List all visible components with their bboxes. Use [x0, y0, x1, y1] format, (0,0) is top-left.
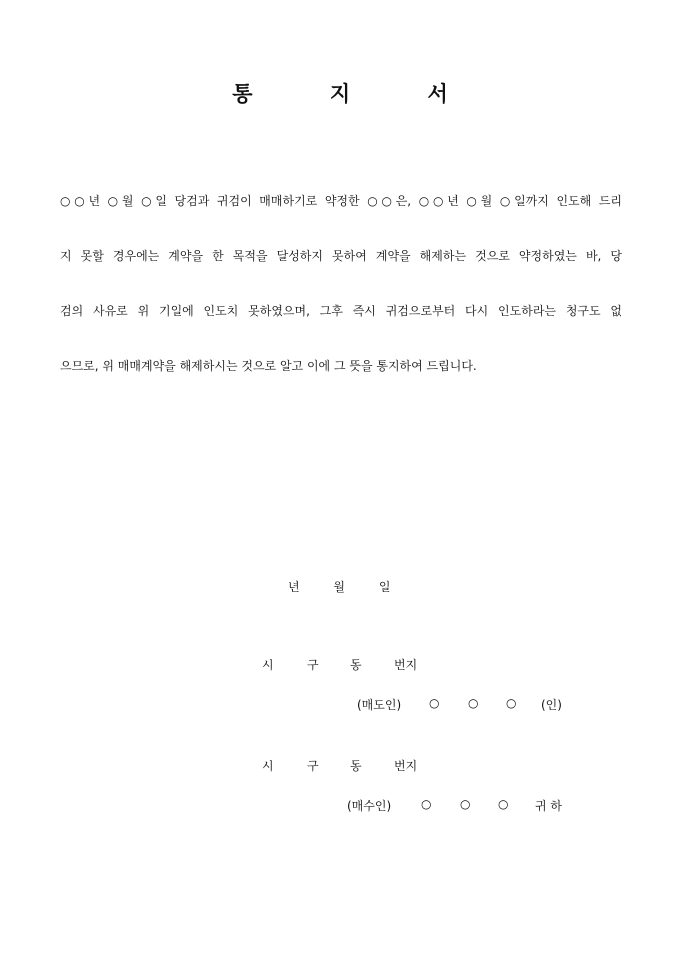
buyer-address-dong: 동 — [350, 759, 362, 773]
seller-seal: (인) — [541, 698, 562, 712]
buyer-name-char-3: ○ — [498, 797, 509, 811]
date-month: 월 — [333, 580, 346, 594]
title-char-1: 통 — [232, 81, 253, 106]
buyer-honorific: 귀 하 — [535, 799, 562, 813]
paragraph-line-2: 지 못할 경우에는 계약을 한 목적을 달성하지 못하여 계약을 해제하는 것으로 약정하였는 바, 당 — [60, 249, 622, 263]
seller-name-char-3: ○ — [506, 696, 517, 710]
paragraph-line-3: 검의 사유로 위 기일에 인도치 못하였으며, 그후 즉시 귀검으로부터 다시 인도하라는 청구도 없 — [60, 304, 622, 318]
seller-name-char-1: ○ — [429, 696, 440, 710]
title-char-2: 지 — [329, 81, 351, 106]
buyer-address-beonji: 번지 — [394, 759, 418, 773]
title-char-3: 서 — [427, 81, 448, 106]
seller-address-si: 시 — [262, 658, 274, 672]
seller-name-char-2: ○ — [468, 696, 479, 710]
buyer-address-si: 시 — [262, 759, 274, 773]
paragraph-line-4: 으므로, 위 매매계약을 해제하시는 것으로 알고 이에 그 뜻을 통지하여 드립니다. — [60, 359, 477, 373]
seller-address-beonji: 번지 — [394, 658, 418, 672]
buyer-address-gu: 구 — [307, 759, 319, 773]
date-day: 일 — [378, 580, 391, 594]
date-line — [288, 578, 390, 595]
seller-address-gu: 구 — [307, 658, 319, 672]
seller-role: (매도인) — [357, 698, 402, 712]
paragraph-line-1: ○○년 ○월 ○일 당검과 귀검이 매매하기로 약정한 ○○은, ○○년 ○월 ○일까지 인도해 드리 — [60, 194, 622, 208]
buyer-role: (매수인) — [347, 799, 392, 813]
date-year: 년 — [288, 580, 300, 594]
buyer-name-char-1: ○ — [421, 797, 432, 811]
buyer-name-char-2: ○ — [460, 797, 471, 811]
document-title — [0, 78, 680, 108]
seller-address-dong: 동 — [350, 658, 362, 672]
